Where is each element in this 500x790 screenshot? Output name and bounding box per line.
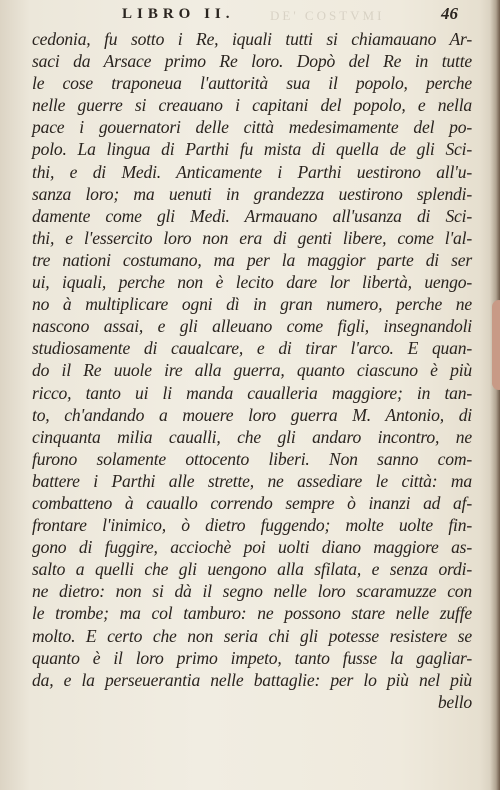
text-line: damente come gli Medi. Armauano all'usanza di Sci- xyxy=(32,205,472,226)
text-line: polo. La lingua di Parthi fu mista di quella de gli Sci- xyxy=(32,139,472,160)
running-head: LIBRO II. xyxy=(122,6,235,22)
text-line: ne dietro: non si dà il segno nelle loro scaramuzze con xyxy=(32,581,472,602)
text-line: combatteno à cauallo correndo sempre ò inanzi ad af- xyxy=(32,492,472,513)
text-line: nelle guerre si creauano i capitani del popolo, e nella xyxy=(32,95,472,116)
text-line: nascono assai, e gli alleuano come figli, insegnandoli xyxy=(32,316,472,337)
text-line: ricco, tanto ui li manda caualleria maggiore; in tan- xyxy=(32,382,472,403)
text-line: thi, e di Medi. Anticamente i Parthi uestirono all'u- xyxy=(32,161,472,182)
text-line: cinquanta milia caualli, che gli andaro incontro, ne xyxy=(32,426,472,447)
page-header xyxy=(0,2,500,28)
page-edge-shadow xyxy=(490,0,500,790)
text-line: salto a quelli che gli uengono alla sfilata, e senza ordi- xyxy=(32,559,472,580)
text-line: ui, iquali, perche non è lecito dare lor libertà, uengo- xyxy=(32,272,472,293)
text-line: saci da Arsace primo Re loro. Dopò del Re in tutte xyxy=(32,51,472,72)
text-line: tre nationi costumano, ma per la maggior parte di ser xyxy=(32,249,472,270)
text-line: sanza loro; ma uenuti in grandezza uestirono splendi- xyxy=(32,183,472,204)
text-line: studiosamente di caualcare, e di tirar l'arco. E quan- xyxy=(32,338,472,359)
text-line: furono solamente ottocento liberi. Non sanno com- xyxy=(32,448,472,469)
catchword: bello xyxy=(437,691,472,712)
text-line: no à multiplicare ogni dì in gran numero, perche ne xyxy=(32,294,472,315)
text-line: cedonia, fu sotto i Re, iquali tutti si chiamauano Ar- xyxy=(32,29,472,49)
text-line: quanto è il loro primo impeto, tanto fusse la gagliar- xyxy=(32,647,472,668)
text-line: molto. E certo che non seria chi gli potesse resistere se xyxy=(32,625,472,646)
show-through-text: DE' COSTVMI xyxy=(270,8,385,23)
text-line: pace i gouernatori delle città medesimamente del po- xyxy=(32,117,472,138)
text-line: le trombe; ma col tamburo: ne possono stare nelle zuffe xyxy=(32,603,472,624)
text-line: to, ch'andando a mouere loro guerra M. Antonio, di xyxy=(32,404,472,425)
text-line: do il Re uuole ire alla guerra, quanto ciascuno è più xyxy=(32,360,472,381)
text-line: frontare l'inimico, ò dietro fuggendo; molte uolte fin- xyxy=(32,515,472,536)
text-line: le cose traponeua l'auttorità sua il popolo, perche xyxy=(32,73,472,94)
text-line: thi, e l'essercito loro non era di genti libere, come l'al- xyxy=(32,227,472,248)
body-text xyxy=(32,28,472,713)
text-line: battere i Parthi alle strette, ne assediare le città: ma xyxy=(32,470,472,491)
text-line: gono di fuggire, acciochè poi uolti diano maggiore as- xyxy=(32,537,472,558)
thumb-edge xyxy=(492,300,500,390)
text-line: da, e la perseuerantia nelle battaglie: per lo più nel più xyxy=(32,669,472,690)
page-number: 46 xyxy=(441,4,458,23)
